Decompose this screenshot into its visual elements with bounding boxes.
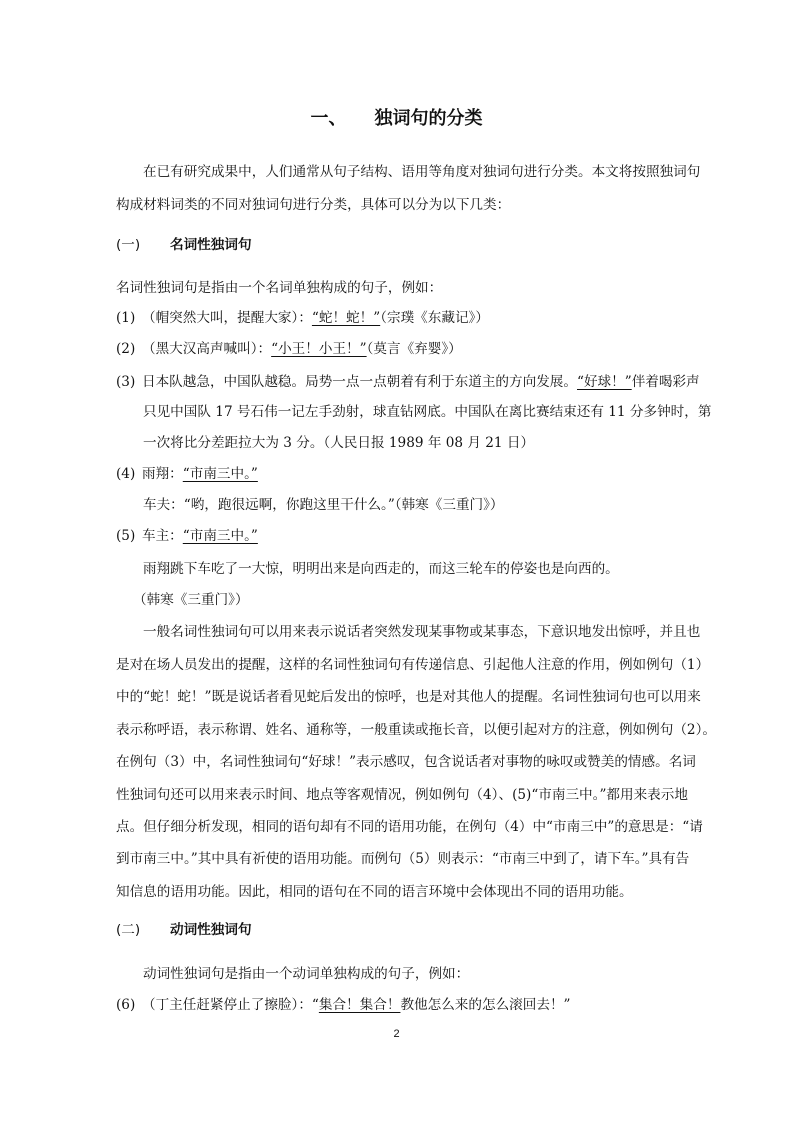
para2-line-3: 中的“蛇！蛇！”既是说话者看见蛇后发出的惊呼，也是对其他人的提醒。名词性独词句也可以用来 [116,689,701,705]
example-number: (1) [116,310,136,326]
example-number: (4) [116,466,136,482]
example-text: （黑大汉高声喊叫）： [142,341,272,357]
example-6 [116,996,571,1014]
example-number: (3) [116,374,136,390]
example-2 [116,340,462,358]
section-heading-1 [116,236,252,254]
example-number: (2) [116,341,136,357]
section1-definition: 名词性独词句是指由一个名词单独构成的句子，例如： [116,280,443,296]
para2-line-5: 在例句（3）中，名词性独词句“好球！”表示感叹，包含说话者对事物的咏叹或赞美的情感。名词 [116,754,696,770]
example-underlined: “蛇！蛇！” [311,310,381,326]
example-5-line-3: （韩寒《三重门》） [133,592,249,608]
example-source: （宗璞《东藏记》） [380,310,489,326]
page-title [0,104,793,130]
example-text-cont: 伴着喝彩声 [631,374,700,390]
section-title: 名词性独词句 [170,237,252,253]
example-3-line-2: 只见中国队 17 号石伟一记左手劲射，球直钻网底。中国队在离比赛结束还有 11 分多钟时，第 [143,404,712,420]
example-underlined: “小王！小王！” [271,341,367,357]
example-text-cont: 教他怎么来的怎么滚回去！” [400,997,571,1013]
para2-line-1: 一般名词性独词句可以用来表示说话者突然发现某事物或某事态，下意识地发出惊呼，并且也 [143,624,701,640]
example-text: 车主： [142,528,183,544]
example-3-line-1 [116,373,700,391]
example-1 [116,309,489,327]
example-underlined: “好球！” [577,374,632,390]
section-heading-2 [116,921,252,939]
para2-line-6: 性独词句还可以用来表示时间、地点等客观情况，例如例句（4）、(5)“市南三中。”都用来表示地 [116,787,688,803]
intro-line-2: 构成材料词类的不同对独词句进行分类，具体可以分为以下几类： [116,197,511,213]
example-4-line-2: 车夫：“哟，跑很远啊，你跑这里干什么。”（韩寒《三重门》） [143,497,504,513]
para2-line-2: 是对在场人员发出的提醒，这样的名词性独词句有传递信息、引起他人注意的作用，例如例句（1） [116,657,710,673]
section-number: (一) [116,237,141,253]
para2-line-4: 表示称呼语，表示称谓、姓名、通称等，一般重读或拖长音，以便引起对方的注意，例如例句（2）。 [116,722,716,738]
example-5-line-1 [116,527,258,545]
example-text: （帽突然大叫，提醒大家）： [142,310,312,326]
example-3-line-3: 一次将比分差距拉大为 3 分。（人民日报 1989 年 08 月 21 日） [143,435,535,451]
para2-line-9: 知信息的语用功能。因此，相同的语句在不同的语言环境中会体现出不同的语用功能。 [116,884,633,900]
title-number: 一、 [310,108,347,129]
example-text: 日本队越急，中国队越稳。局势一点一点朝着有利于东道主的方向发展。 [142,374,577,390]
para2-line-8: 到市南三中。”其中具有祈使的语用功能。而例句（5）则表示：“市南三中到了，请下车。”具有告 [116,851,690,867]
example-underlined: “市南三中。” [182,528,258,544]
section2-definition: 动词性独词句是指由一个动词单独构成的句子，例如： [143,966,470,982]
page-number: 2 [393,1028,400,1040]
example-underlined: 集合！集合！ [318,997,401,1013]
example-4-line-1 [116,465,258,483]
title-text: 独词句的分类 [374,108,483,129]
intro-line-1: 在已有研究成果中，人们通常从句子结构、语用等角度对独词句进行分类。本文将按照独词句 [143,164,701,180]
example-underlined: “市南三中。” [182,466,258,482]
section-title: 动词性独词句 [170,922,252,938]
example-number: (5) [116,528,136,544]
example-text: 雨翔： [142,466,183,482]
example-number: (6) [116,997,136,1013]
example-text: （丁主任赶紧停止了擦脸）：“ [142,997,319,1013]
example-5-line-2: 雨翔跳下车吃了一大惊，明明出来是向西走的，而这三轮车的停姿也是向西的。 [143,561,619,577]
example-source: （莫言《弃婴》） [366,341,462,357]
section-number: (二) [116,922,141,938]
para2-line-7: 点。但仔细分析发现，相同的语句却有不同的语用功能，在例句（4）中“市南三中”的意思是：“请 [116,819,703,835]
